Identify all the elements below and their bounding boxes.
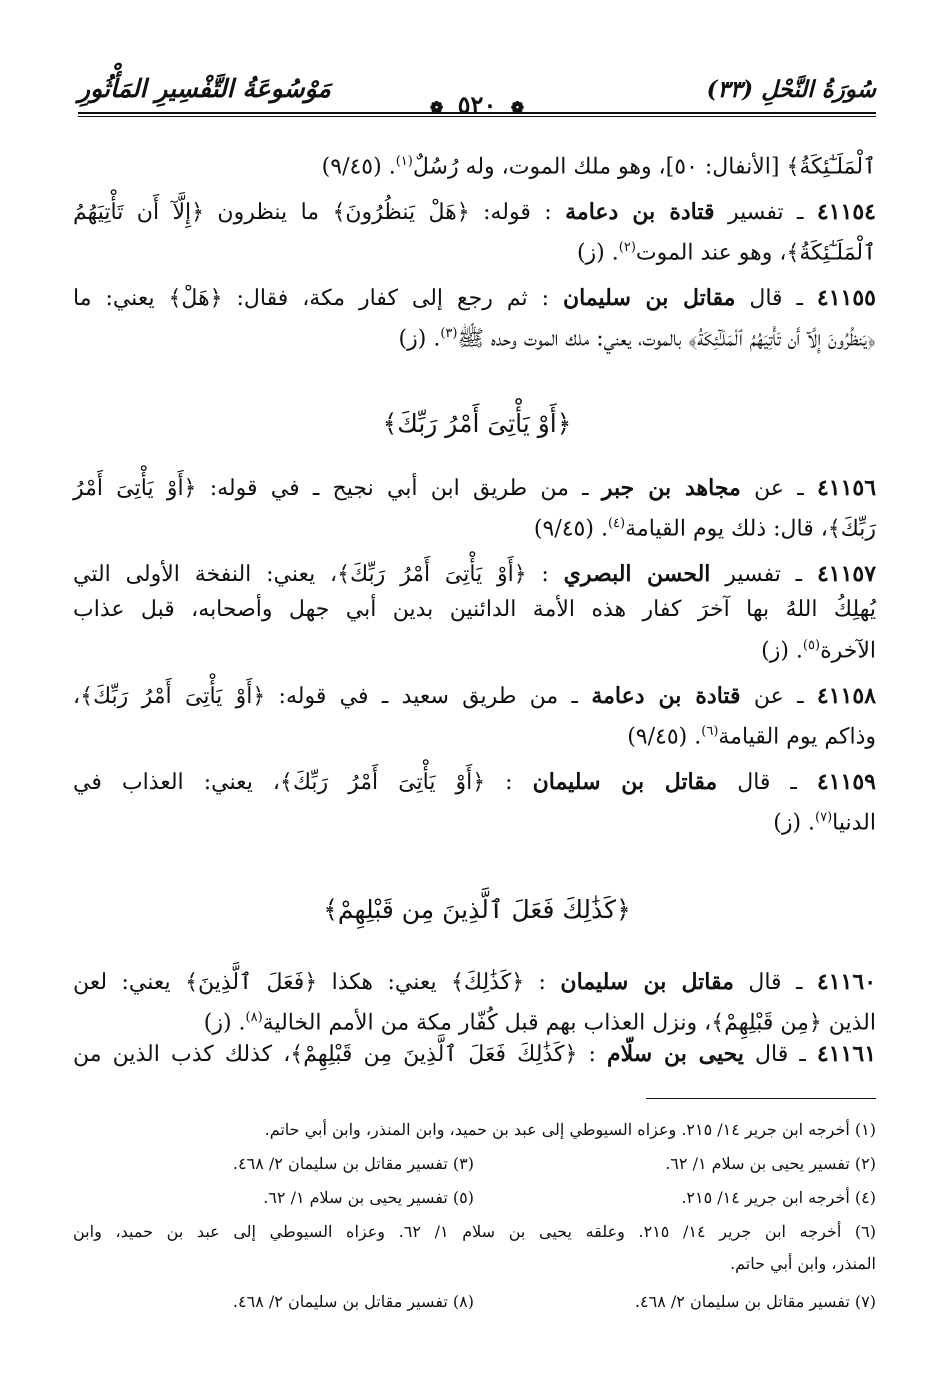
line-text: ـ من طريق سعيد ـ في قوله: ﴿أَوْ يَأْتِىَ أَمْرُ رَبِّكَ﴾،: [73, 684, 578, 709]
text-line: [73, 1002, 876, 1039]
line-text: ٱلْمَلَـٰٓئِكَةُ﴾ [الأنفال: ٥٠]، وهو ملك الموت، وله رُسُلٌ: [412, 154, 876, 180]
line-text: . (ز): [773, 810, 816, 836]
narrator-name: مقاتل بن سليمان: [560, 969, 734, 995]
text-line: [73, 594, 876, 626]
line-text: ـ عن: [754, 476, 804, 501]
line-text: . (ز): [203, 1010, 246, 1036]
narrator-name: قتادة بن دعامة: [565, 199, 715, 225]
entry-number: ٤١١٥٨: [816, 683, 877, 709]
entry-number: ٤١١٥٩: [816, 769, 876, 795]
text-line: [73, 802, 876, 839]
verse-heading: ﴿أَوْ يَأْتِىَ أَمْرُ رَبِّكَ﴾: [382, 409, 572, 438]
narrator-name: الحسن البصري: [563, 561, 711, 587]
footnote: (٤) أخرجه ابن جرير ١٤/ ٢١٥.: [681, 1188, 876, 1207]
text-line: [73, 196, 876, 229]
line-text: . (ز): [761, 638, 803, 664]
text-line: [73, 282, 876, 315]
footnote-separator: [646, 1098, 876, 1099]
page-header: [78, 70, 876, 119]
entry-number: ٤١١٥٥: [816, 285, 876, 311]
line-text: ـ قال: [749, 286, 803, 311]
line-text: الذين ﴿مِن قَبْلِهِمْ﴾، ونزل العذاب بهم قبل كُفّار مكة من الأمم الخالية: [262, 1010, 876, 1036]
line-text: ـ عن: [753, 684, 804, 709]
line-text: : ﴿أَوْ يَأْتِىَ أَمْرُ رَبِّكَ﴾، يعني: العذاب في: [73, 770, 513, 795]
footnote-marker: (٧): [815, 810, 833, 825]
line-text: ـ قال: [755, 1042, 806, 1067]
line-text: ٱلْمَلَـٰٓئِكَةُ﴾، وهو عند الموت: [635, 240, 876, 266]
line-text: يُهلِكُ اللهُ بها آخرَ كفار هذه الأمة الدائنين بدين أبي جهل وأصحابه، قبل عذاب: [73, 597, 876, 622]
footnote: (٨) تفسير مقاتل بن سليمان ٢/ ٤٦٨.: [232, 1292, 474, 1311]
text-line: [73, 146, 876, 183]
line-text: ـ قال: [737, 770, 797, 795]
line-text: : ﴿كَذَٰلِكَ فَعَلَ ٱلَّذِينَ مِن قَبْلِهِمْ﴾، كذلك كذب الذين من: [73, 1042, 596, 1067]
header-rule-thin: [78, 116, 876, 117]
narrator-name: مقاتل بن سليمان: [562, 285, 736, 311]
text-line: [73, 472, 876, 505]
text-line: [73, 766, 876, 799]
entry-number: ٤١١٥٦: [816, 475, 877, 501]
footnote: المنذر، وابن أبي حاتم.: [730, 1254, 876, 1273]
narrator-name: يحيى بن سلّام: [607, 1041, 744, 1067]
narrator-name: مقاتل بن سليمان: [532, 769, 718, 795]
line-text: . (٩/٤٥): [533, 516, 608, 542]
entry-number: ٤١١٦٠: [816, 969, 877, 995]
entry-number: ٤١١٥٤: [816, 199, 876, 225]
line-text: ﴿يَنظُرُونَ إِلَّآ أَن تَأْتِيَهُمُ ٱلْمَلَـٰٓئِكَةُ﴾ بالموت، يعني: ملك الموت وحده ﷺ: [457, 326, 876, 352]
line-text: . (٩/٤٥): [321, 154, 396, 180]
footnote-marker: (٣): [440, 326, 458, 341]
narrator-name: قتادة بن دعامة: [591, 683, 741, 709]
footnote: (٢) تفسير يحيى بن سلام ١/ ٦٢.: [665, 1154, 876, 1173]
line-text: رَبِّكَ﴾، قال: ذلك يوم القيامة: [625, 516, 876, 542]
footnote-marker: (٨): [245, 1010, 263, 1025]
text-line: [73, 558, 876, 591]
text-line: [73, 680, 876, 713]
line-text: ـ قال: [748, 970, 803, 995]
line-text: : ثم رجع إلى كفار مكة، فقال: ﴿هَلْ﴾ يعني: ما: [73, 286, 549, 311]
footnote: (١) أخرجه ابن جرير ١٤/ ٢١٥. وعزاه السيوطي إلى عبد بن حميد، وابن المنذر، وابن أبي حاتم.: [264, 1120, 876, 1139]
footnote-marker: (٦): [701, 724, 719, 739]
line-text: ـ من طريق ابن أبي نجيح ـ في قوله: ﴿أَوْ يَأْتِىَ أَمْرُ: [73, 476, 589, 501]
verse-heading: ﴿كَذَٰلِكَ فَعَلَ ٱلَّذِينَ مِن قَبْلِهِمْ﴾: [323, 895, 631, 924]
line-text: : قوله: ﴿هَلْ يَنظُرُونَ﴾ ما ينظرون ﴿إِلَّآ أَن تَأْتِيَهُمُ: [73, 200, 552, 225]
line-text: الآخرة: [820, 638, 876, 664]
entry-number: ٤١١٦١: [816, 1041, 877, 1067]
line-text: وذاكم يوم القيامة: [718, 724, 876, 750]
line-text: . (ز): [398, 326, 441, 352]
line-text: : ﴿كَذَٰلِكَ﴾ يعني: هكذا ﴿فَعَلَ ٱلَّذِينَ﴾ يعني: لعن: [73, 970, 546, 995]
line-text: . (ز): [576, 240, 619, 266]
page-number-value: ٥٢٠: [457, 90, 497, 119]
footnote-marker: (٤): [607, 516, 626, 531]
footnote: (٧) تفسير مقاتل بن سليمان ٢/ ٤٦٨.: [634, 1292, 876, 1311]
text-line: [73, 508, 876, 545]
footnote-marker: (١): [395, 154, 413, 169]
line-text: ـ تفسير: [727, 200, 804, 225]
footnote: (٦) أخرجه ابن جرير ١٤/ ٢١٥. وعلقه يحيى بن سلام ١/ ٦٢. وعزاه السيوطي إلى عبد بن حميد، وابن: [73, 1222, 877, 1241]
line-text: الدنيا: [832, 810, 876, 836]
line-text: . (٩/٤٥): [627, 724, 702, 750]
header-rule: [78, 112, 876, 114]
text-line: [73, 630, 876, 667]
narrator-name: مجاهد بن جبر: [601, 475, 741, 501]
line-text: ـ تفسير: [725, 562, 803, 587]
book-title: مَوْسُوعَةُ التَّفْسِيرِ المَأْثُورِ: [78, 74, 331, 103]
text-line: [73, 716, 876, 753]
footnote: (٣) تفسير مقاتل بن سليمان ٢/ ٤٦٨.: [232, 1154, 474, 1173]
footnote-marker: (٢): [618, 240, 636, 255]
footnote: (٥) تفسير يحيى بن سلام ١/ ٦٢.: [263, 1188, 474, 1207]
text-line: [73, 1038, 876, 1071]
footnote-marker: (٥): [802, 638, 821, 653]
text-line: [73, 966, 876, 999]
text-line: [73, 232, 876, 269]
line-text: : ﴿أَوْ يَأْتِىَ أَمْرُ رَبِّكَ﴾، يعني: النفخة الأولى التي: [73, 562, 549, 587]
surah-title: سُورَةُ النَّحْلِ (٣٣): [706, 76, 876, 103]
ornament-icon: ❁: [429, 98, 444, 117]
text-line: [73, 318, 876, 355]
entry-number: ٤١١٥٧: [816, 561, 877, 587]
ornament-icon: ❁: [510, 98, 525, 117]
